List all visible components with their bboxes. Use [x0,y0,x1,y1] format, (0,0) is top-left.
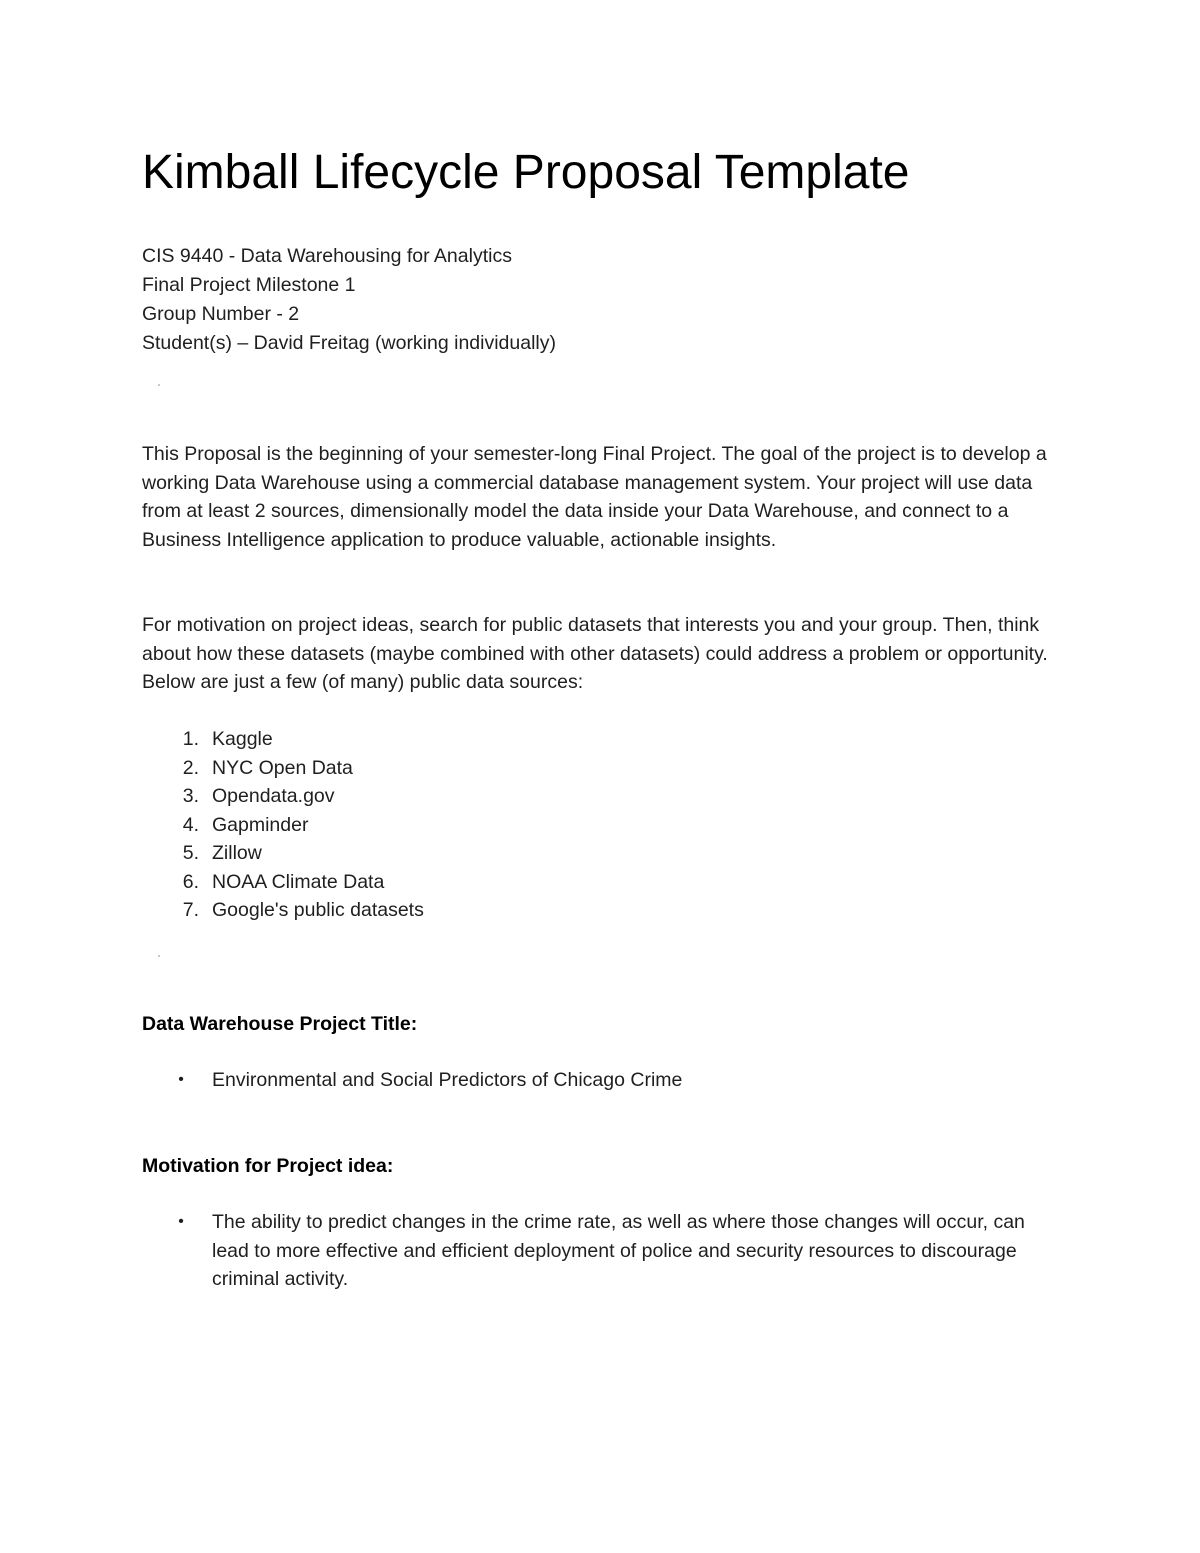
motivation-heading: Motivation for Project idea: [142,1155,394,1177]
list-item [142,782,424,811]
list-item-label: NYC Open Data [212,756,353,779]
list-item-label: NOAA Climate Data [212,870,385,893]
list-item-label: Google's public datasets [212,899,424,921]
stray-mark [158,955,160,957]
group-line: Group Number - 2 [142,303,300,325]
list-number: 3. [182,785,199,807]
document-title: Kimball Lifecycle Proposal Template [142,146,910,199]
list-item-label: Zillow [212,842,262,864]
list-item [142,725,424,754]
motivation-value: The ability to predict changes in the crime rate, as well as where those changes will occur, can lead to more effective and efficient deployment of police and security resources to discourage criminal activity. [212,1211,1025,1290]
motivation-paragraph: For motivation on project ideas, search for public datasets that interests you and your group. Then, think about how these datasets (maybe combined with other datasets) could address a problem or opportunity. Below are just a few (of many) public data sources: [142,614,1048,693]
list-item [142,811,424,840]
list-number: 1. [182,728,199,750]
list-number: 5. [182,842,199,864]
intro-paragraph: This Proposal is the beginning of your semester-long Final Project. The goal of the project is to develop a working Data Warehouse using a commercial database management system. Your project will use data from at least 2 sources, dimensionally model the data inside your Data Warehouse, and connect to a Business Intelligence application to produce valuable, actionable insights. [142,443,1047,551]
students-line: Student(s) – David Freitag (working individually) [142,332,557,354]
bullet-icon: • [178,1213,184,1230]
stray-mark [158,384,160,386]
list-item [142,839,424,868]
list-item [142,754,424,783]
list-number: 6. [182,870,199,893]
bullet-icon: • [178,1071,184,1088]
project-title-heading: Data Warehouse Project Title: [142,1013,418,1035]
project-title-value: Environmental and Social Predictors of Chicago Crime [212,1069,683,1091]
list-number: 2. [182,756,199,779]
project-title-item [142,1066,1042,1095]
list-number: 7. [182,899,199,921]
list-item [142,896,424,925]
course-line: CIS 9440 - Data Warehousing for Analytics [142,245,512,267]
motivation-item [142,1208,1042,1294]
list-item-label: Gapminder [212,813,309,836]
list-number: 4. [182,813,199,836]
document-meta [142,242,556,358]
list-item [142,868,424,897]
milestone-line: Final Project Milestone 1 [142,274,356,296]
list-item-label: Opendata.gov [212,785,335,807]
data-sources-list [142,725,424,925]
list-item-label: Kaggle [212,728,273,750]
